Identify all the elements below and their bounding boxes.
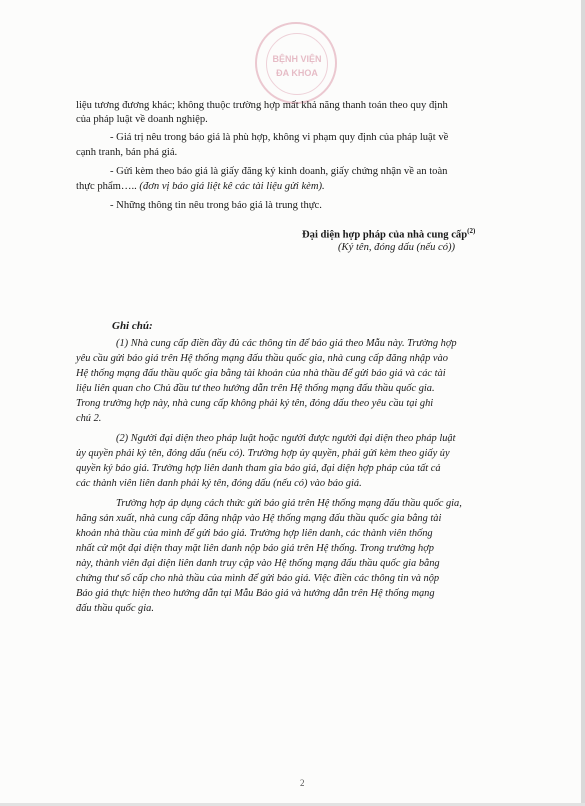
stamp-text-line1: BỆNH VIỆN <box>272 54 322 64</box>
note-1-line-6: chú 2. <box>76 413 102 424</box>
note-3-line-1: Trường hợp áp dụng cách thức gửi báo giá trên Hệ thống mạng đấu thầu quốc gia, <box>116 498 462 509</box>
note-3-line-3: khoản nhà thầu của mình để gửi báo giá. Trường hợp liên danh, các thành viên thống <box>76 528 433 539</box>
note-3-line-8: đấu thầu quốc gia. <box>76 603 154 614</box>
red-stamp <box>255 22 337 104</box>
note-1-line-3: Hệ thống mạng đấu thầu quốc gia bằng tài khoản của nhà thầu để gửi báo giá và các tài <box>76 368 446 379</box>
note-3-line-4: nhất cử một đại diện thay mặt liên danh nộp báo giá trên Hệ thống. Trong trường hợp <box>76 543 434 554</box>
notes-heading: Ghi chú: <box>112 320 153 332</box>
signature-subtitle: (Ký tên, đóng dấu (nếu có)) <box>338 242 456 253</box>
note-3-line-5: này, thành viên đại diện liên danh truy cập vào Hệ thống mạng đấu thầu quốc gia bằng <box>76 558 440 569</box>
stamp-inner-ring <box>266 33 328 95</box>
note-2-line-2: ủy quyền phải ký tên, đóng dấu (nếu có). Trường hợp ủy quyền, phải gửi kèm theo giấy ủy <box>76 448 450 459</box>
note-2-line-1: (2) Người đại diện theo pháp luật hoặc người được người đại diện theo pháp luật <box>116 433 456 444</box>
scan-edge-right <box>581 0 585 806</box>
paragraph-attach-line-2 <box>76 179 325 194</box>
note-3-line-2: hãng sản xuất, nhà cung cấp đăng nhập vào Hệ thống mạng đấu thầu quốc gia bằng tài <box>76 513 442 524</box>
paragraph-truthful: - Những thông tin nêu trong báo giá là trung thực. <box>110 200 322 211</box>
note-3-line-6: chứng thư số cấp cho nhà thầu của mình để gửi báo giá. Việc điền các thông tin và nộp <box>76 573 440 584</box>
paragraph-price-line-1: - Giá trị nêu trong báo giá là phù hợp, không vi phạm quy định của pháp luật về <box>110 132 449 143</box>
stamp-text-line2: ĐA KHOA <box>276 68 318 78</box>
note-3-line-7: Báo giá thực hiện theo hướng dẫn tại Mẫu Báo giá và hướng dẫn trên Hệ thống mạng <box>76 588 435 599</box>
attach-note: (đơn vị báo giá liệt kê các tài liệu gửi kèm). <box>139 181 325 192</box>
note-1-line-1: (1) Nhà cung cấp điền đầy đủ các thông tin để báo giá theo Mẫu này. Trường hợp <box>116 338 457 349</box>
note-1-line-4: liệu liên quan cho Chủ đầu tư theo hướng dẫn trên Hệ thống mạng đấu thầu quốc gia. <box>76 383 435 394</box>
paragraph-price-line-2: cạnh tranh, bán phá giá. <box>76 147 178 158</box>
note-1-line-2: yêu cầu gửi báo giá trên Hệ thống mạng đấu thầu quốc gia, nhà cung cấp đăng nhập vào <box>76 353 448 364</box>
note-2-line-3: quyền ký báo giá. Trường hợp liên danh tham gia báo giá, đại diện hợp pháp của tất cả <box>76 463 441 474</box>
attach-text: thực phẩm….. <box>76 181 140 192</box>
body-line-1: liệu tương đương khác; không thuộc trường hợp mất khả năng thanh toán theo quy định <box>76 100 448 111</box>
paragraph-attach-line-1: - Gửi kèm theo báo giá là giấy đăng ký kinh doanh, giấy chứng nhận về an toàn <box>110 166 448 177</box>
page-number: 2 <box>300 778 305 788</box>
signature-title-sup: (2) <box>467 227 476 235</box>
body-line-2: của pháp luật về doanh nghiệp. <box>76 114 208 125</box>
note-2-line-4: các thành viên liên danh phải ký tên, đóng dấu (nếu có) vào báo giá. <box>76 478 362 489</box>
signature-title-text: Đại diện hợp pháp của nhà cung cấp <box>302 229 468 241</box>
note-1-line-5: Trong trường hợp này, nhà cung cấp không phải ký tên, đóng dấu theo yêu cầu tại ghi <box>76 398 434 409</box>
